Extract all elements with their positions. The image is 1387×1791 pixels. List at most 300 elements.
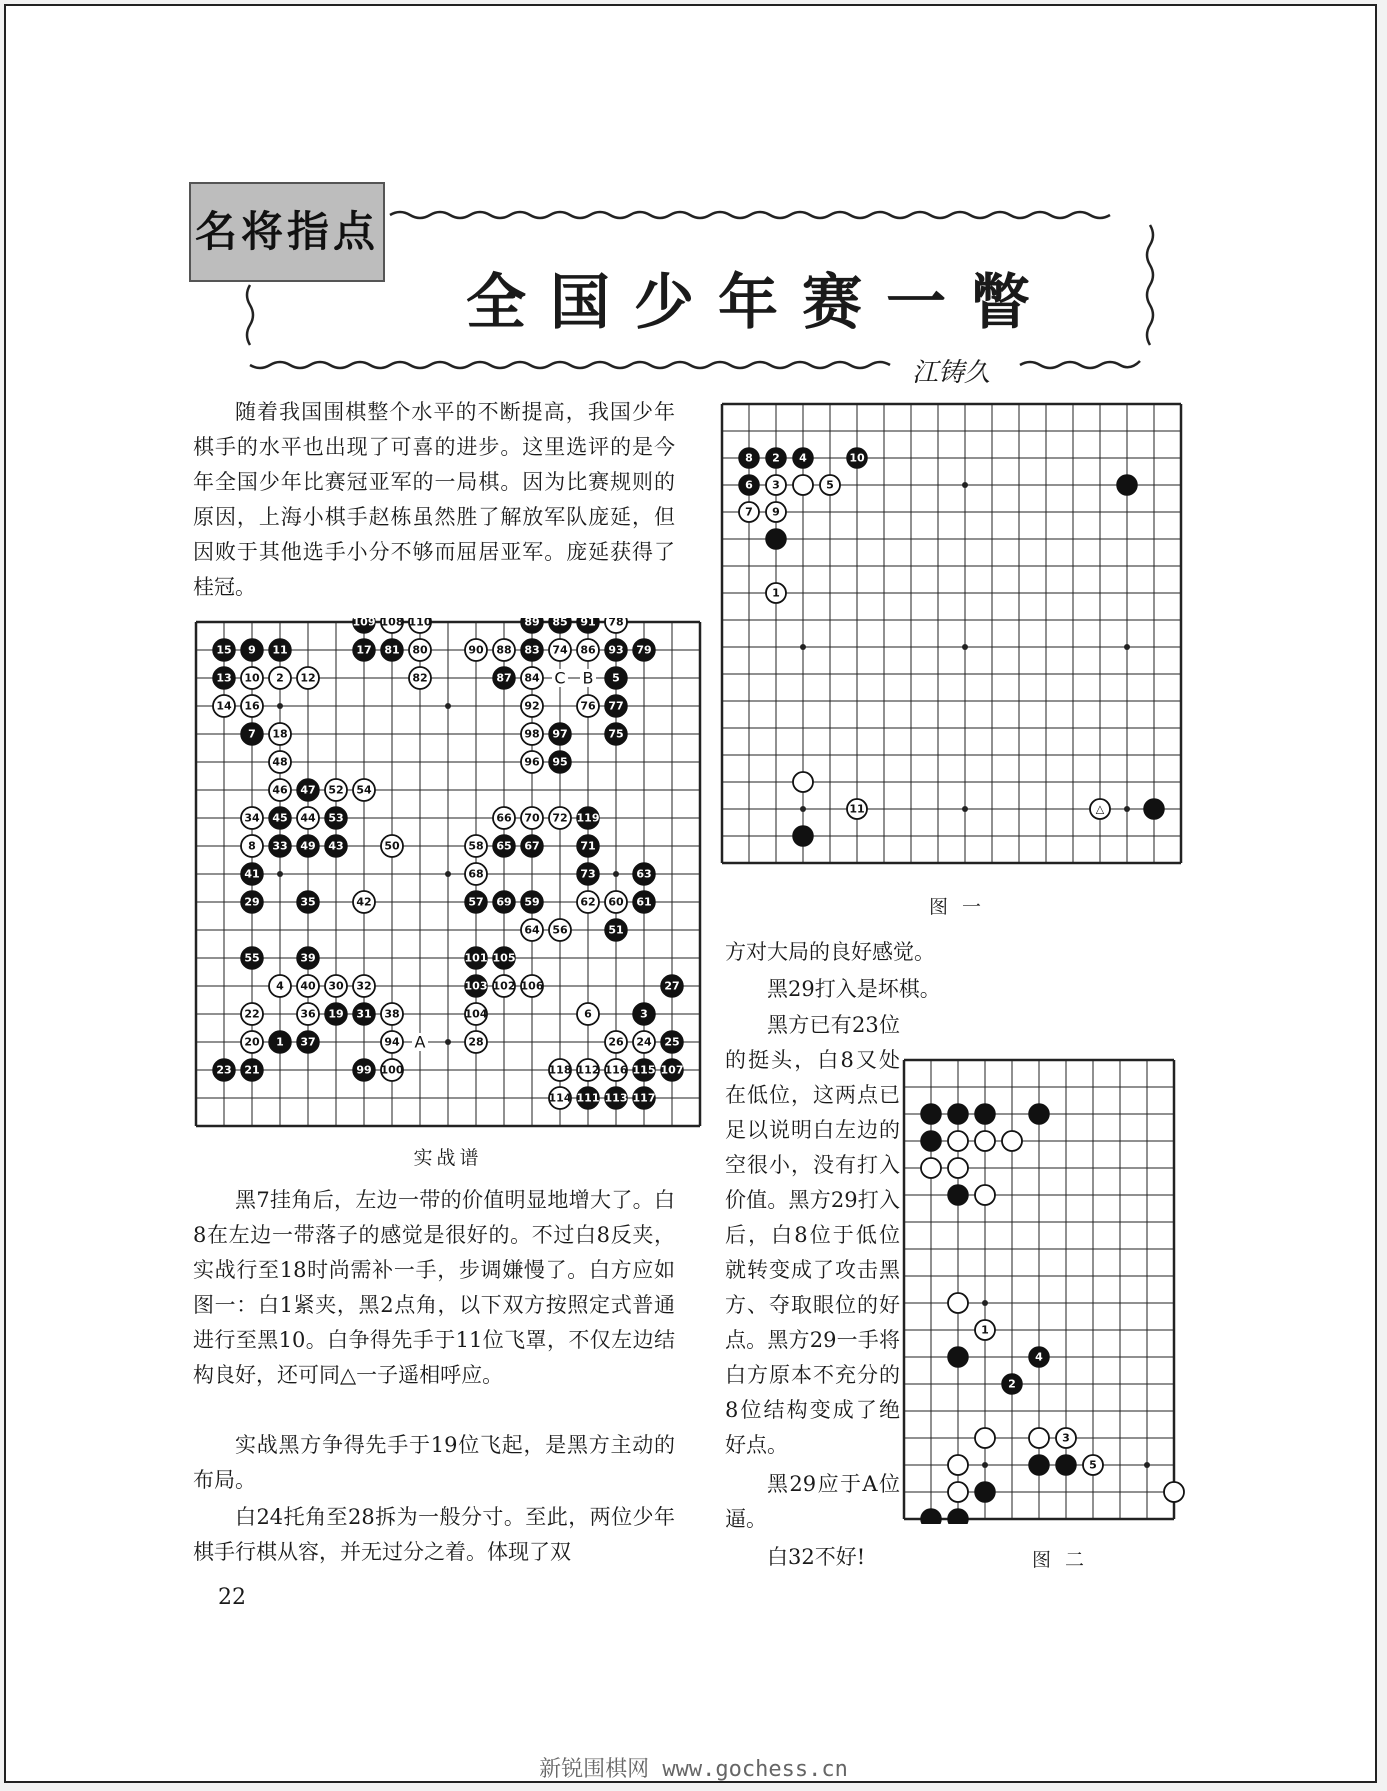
move-number: 9 [248,643,256,657]
white-stone [1056,1428,1076,1448]
white-stone [241,695,263,717]
move-number: 43 [328,839,344,853]
white-stone [381,618,404,633]
white-stone [297,667,319,689]
black-stone [921,1104,941,1124]
move-number: 91 [580,618,596,629]
move-number: 67 [524,839,540,853]
black-stone [325,1003,347,1025]
white-stone [549,1059,572,1081]
move-number: 103 [464,979,488,993]
white-stone [381,1059,404,1081]
move-number: 106 [520,979,544,993]
author-name: 江铸久 [912,358,991,388]
move-number: 4 [276,979,284,993]
move-number: 35 [300,895,316,909]
star-point [445,703,451,709]
white-stone [241,835,263,857]
move-number: 116 [604,1063,628,1077]
white-stone [297,1003,319,1025]
move-number: 6 [745,478,753,492]
black-stone [577,618,599,633]
black-stone [633,639,655,661]
black-stone [521,639,543,661]
black-stone [353,1003,375,1025]
move-number: 97 [552,727,568,741]
figure1-caption: 图 一 [928,896,986,918]
move-number: 47 [300,783,316,797]
black-stone [269,807,291,829]
white-stone [409,618,432,633]
white-stone [465,863,487,885]
black-stone [1056,1455,1076,1475]
black-stone [766,529,786,549]
move-number: 63 [636,867,652,881]
move-number: 3 [1062,1431,1070,1445]
move-number: 5 [826,478,834,492]
black-stone [1029,1347,1049,1367]
black-stone [605,1087,628,1109]
white-stone [325,779,347,801]
white-stone [493,807,515,829]
move-number: 6 [584,1007,592,1021]
black-stone [325,835,347,857]
move-number: 109 [352,618,376,629]
black-stone [353,1059,375,1081]
move-number: 76 [580,699,596,713]
black-stone [465,891,487,913]
move-number: 17 [356,643,372,657]
black-stone [1029,1104,1049,1124]
black-stone [577,807,600,829]
black-stone [793,826,813,846]
star-point [1124,644,1130,650]
black-stone [847,448,867,468]
white-stone [241,807,263,829]
move-number: 8 [745,451,753,465]
move-number: 71 [580,839,596,853]
black-stone [297,1031,319,1053]
column-badge: 名将指点 [189,182,385,282]
black-stone [297,947,319,969]
white-stone [948,1455,968,1475]
black-stone [241,1059,263,1081]
move-number: 7 [248,727,256,741]
move-number: 70 [524,811,540,825]
move-number: 55 [244,951,260,965]
white-stone [493,639,515,661]
black-stone [269,639,291,661]
move-number: 11 [849,802,865,816]
move-number: 2 [276,671,284,685]
move-number: 45 [272,811,288,825]
white-stone [521,751,543,773]
move-number: 100 [380,1063,404,1077]
move-number: 24 [636,1035,652,1049]
paragraph-move19: 实战黑方争得先手于19位飞起，是黑方主动的布局。 [193,1433,675,1492]
black-stone [605,667,627,689]
site-watermark: 新锐围棋网 www.gochess.cn [539,1757,848,1782]
move-number: 2 [1008,1377,1016,1391]
white-stone [241,1003,263,1025]
black-stone [241,891,263,913]
black-stone [241,723,263,745]
star-point [962,482,968,488]
white-stone [605,891,627,913]
move-number: 96 [524,755,540,769]
white-stone [766,475,786,495]
black-stone [353,618,376,633]
move-number: 66 [496,811,512,825]
board-point-label: C [554,668,566,688]
black-stone [577,863,599,885]
black-stone [793,448,813,468]
black-stone [269,1031,291,1053]
move-number: 13 [216,671,232,685]
black-stone [605,639,627,661]
black-stone [521,618,543,633]
white-stone [739,502,759,522]
move-number: 2 [772,451,780,465]
black-stone [661,1031,683,1053]
white-stone [1083,1455,1103,1475]
intro-paragraph: 随着我国围棋整个水平的不断提高，我国少年棋手的水平也出现了可喜的进步。这里选评的是今年全国少年比赛冠亚军的一局棋。因为比赛规则的原因，上海小棋手赵栋虽然胜了解放军队庞延，但因败于其他选手小分不够而屈居亚军。庞延获得了桂冠。 [193,400,675,599]
paragraph-move24: 白24托角至28拆为一般分寸。至此，两位少年棋手行棋从容，并无过分之着。体现了双 [193,1505,675,1564]
star-point [613,871,619,877]
white-stone [793,772,813,792]
white-stone [353,891,375,913]
black-stone [921,1509,941,1524]
black-stone [975,1104,995,1124]
white-stone [1002,1131,1022,1151]
white-stone [1090,799,1110,819]
move-number: 107 [660,1063,684,1077]
grid-lines [904,1060,1174,1519]
black-stone [493,667,515,689]
move-number: 11 [272,643,288,657]
black-stone [241,947,263,969]
move-number: 105 [492,951,516,965]
black-stone [493,891,515,913]
black-stone [739,448,759,468]
paragraph-analysis-text: 黑方已有23位的挺头，白8又处在低位，这两点已足以说明白左边的空很小，没有打入价值。黑方29打入后，白8位于低位就转变成了攻击黑方、夺取眼位的好点。黑方29一手将白方原本不充分的8位结构变成了绝好点。 [725,1013,900,1457]
white-stone [241,667,263,689]
star-point [962,806,968,812]
move-number: 54 [356,783,372,797]
move-number: 49 [300,839,316,853]
white-stone [465,1003,488,1025]
move-number: 53 [328,811,344,825]
paragraph-analysis [725,1008,900,1463]
white-stone [493,975,516,997]
paragraph-move32: 白32不好! [767,1545,866,1569]
move-number: 3 [772,478,780,492]
black-stone [948,1509,968,1524]
move-number: 65 [496,839,512,853]
black-stone [921,1131,941,1151]
move-number: 101 [464,951,488,965]
black-stone [465,947,488,969]
black-stone [661,1059,684,1081]
move-number: 68 [468,867,484,881]
black-stone [549,751,571,773]
black-stone [213,667,235,689]
white-stone [549,807,571,829]
black-stone [269,835,291,857]
page-number: 22 [218,1585,246,1610]
white-stone [269,751,291,773]
move-number: 5 [1089,1458,1097,1472]
move-number: 52 [328,783,344,797]
black-stone [297,835,319,857]
move-number: 15 [216,643,232,657]
move-number: 110 [408,618,432,629]
move-number: 14 [216,699,232,713]
star-point [1144,1462,1150,1468]
black-stone [605,723,627,745]
move-number: 115 [632,1063,656,1077]
white-stone [577,1059,600,1081]
white-stone [605,618,627,633]
white-stone [297,807,319,829]
move-number: 51 [608,923,624,937]
white-stone [269,779,291,801]
move-number: 42 [356,895,372,909]
black-stone [605,695,627,717]
white-stone [465,1031,487,1053]
white-stone [605,1059,628,1081]
black-stone [493,947,516,969]
move-number: 78 [608,618,624,629]
black-stone [213,639,235,661]
star-point [800,644,806,650]
star-point [982,1462,988,1468]
move-number: 50 [384,839,400,853]
white-stone [381,1003,403,1025]
white-stone [269,975,291,997]
black-stone [521,835,543,857]
black-stone [549,723,571,745]
black-stone [213,1059,235,1081]
move-number: 113 [604,1091,628,1105]
move-number: 104 [464,1007,488,1021]
move-number: 112 [576,1063,600,1077]
move-number: 95 [552,755,568,769]
star-point [800,806,806,812]
white-stone [409,667,431,689]
move-number: 60 [608,895,624,909]
move-number: 38 [384,1007,400,1021]
white-stone [793,475,813,495]
move-number: 8 [248,839,256,853]
move-number: 69 [496,895,512,909]
move-number: 119 [576,811,600,825]
move-number: 79 [636,643,652,657]
black-stone [241,863,263,885]
white-stone [381,835,403,857]
white-stone [577,1003,599,1025]
star-point [277,871,283,877]
white-stone [766,583,786,603]
move-number: 77 [608,699,624,713]
move-number: 34 [244,811,260,825]
paragraph-suggestion-A: 黑29应于A位逼。 [725,1472,900,1531]
black-stone [1144,799,1164,819]
move-number: 114 [548,1091,572,1105]
board-point-label: B [582,668,594,688]
move-number: 87 [496,671,512,685]
move-number: 80 [412,643,428,657]
white-stone [577,695,599,717]
white-stone [213,695,235,717]
move-number: 20 [244,1035,260,1049]
move-number: 64 [524,923,540,937]
move-number: 117 [632,1091,656,1105]
move-number: 4 [1035,1350,1043,1364]
move-number: 5 [612,671,620,685]
white-stone [820,475,840,495]
move-number: 93 [608,643,624,657]
star-point [445,1039,451,1045]
black-stone [1029,1455,1049,1475]
move-number: 74 [552,643,568,657]
star-point [1124,806,1130,812]
move-number: 18 [272,727,288,741]
move-number: 9 [772,505,780,519]
figure2-board [900,1056,1200,1524]
black-stone [633,1059,656,1081]
move-number: 41 [244,867,260,881]
white-stone [269,667,291,689]
white-stone [381,1031,403,1053]
white-stone [847,799,867,819]
white-stone [325,975,347,997]
white-stone [521,723,543,745]
white-stone [633,1031,655,1053]
move-number: 1 [772,586,780,600]
move-number: 46 [272,783,288,797]
black-stone [633,891,655,913]
move-number: 90 [468,643,484,657]
black-stone [1002,1374,1022,1394]
white-stone [521,695,543,717]
white-stone [353,975,375,997]
star-point [982,1300,988,1306]
black-stone [1117,475,1137,495]
move-number: 81 [384,643,400,657]
move-number: 89 [524,618,540,629]
white-stone [241,1031,263,1053]
white-stone [975,1185,995,1205]
white-stone [521,975,544,997]
white-stone [549,639,571,661]
black-stone [633,1087,656,1109]
move-number: 10 [244,671,260,685]
move-number: 1 [981,1323,989,1337]
game-record-board [192,618,704,1130]
figure1-board [718,400,1196,866]
white-stone [549,919,571,941]
star-point [962,644,968,650]
white-stone [521,667,543,689]
move-number: 22 [244,1007,260,1021]
white-stone [521,807,543,829]
black-stone [521,891,543,913]
move-number: 29 [244,895,260,909]
move-number: 108 [380,618,404,629]
black-stone [739,475,759,495]
white-stone [1164,1482,1184,1502]
black-stone [577,835,599,857]
move-number: 86 [580,643,596,657]
white-stone [353,779,375,801]
move-number: 62 [580,895,596,909]
black-stone [948,1104,968,1124]
move-number: 72 [552,811,568,825]
move-number: 56 [552,923,568,937]
move-number: 37 [300,1035,316,1049]
white-stone [521,919,543,941]
white-stone [1029,1428,1049,1448]
paragraph-move29: 黑29打入是坏棋。 [767,977,941,1001]
paragraph-move7: 黑7挂角后，左边一带的价值明显地增大了。白8在左边一带落子的感觉是很好的。不过白8反夹，实战行至18时尚需补一手，步调嫌慢了。白方应如图一：白1紧夹，黑2点角，以下双方按照定式普通进行至黑10。白争得先手于11位飞罩，不仅左边结构良好，还可同△一子遥相呼应。 [193,1188,675,1387]
paragraph-continuation: 方对大局的良好感觉。 [725,940,935,964]
move-number: 30 [328,979,344,993]
black-stone [493,835,515,857]
star-point [277,703,283,709]
white-stone [975,1320,995,1340]
move-number: 99 [356,1063,372,1077]
move-number: 111 [576,1091,600,1105]
move-number: 3 [640,1007,648,1021]
move-number: 118 [548,1063,572,1077]
move-number: 4 [799,451,807,465]
move-number: 57 [468,895,484,909]
move-number: 26 [608,1035,624,1049]
move-number: 23 [216,1063,232,1077]
black-stone [465,975,488,997]
black-stone [605,919,627,941]
white-stone [766,502,786,522]
move-number: 83 [524,643,540,657]
move-number: 59 [524,895,540,909]
black-stone [661,975,683,997]
black-stone [297,779,319,801]
black-stone [633,1003,655,1025]
black-stone [353,639,375,661]
move-number: 21 [244,1063,260,1077]
white-stone [465,639,487,661]
move-number: 31 [356,1007,372,1021]
white-stone [948,1482,968,1502]
black-stone [975,1482,995,1502]
move-number: 102 [492,979,516,993]
black-stone [381,639,403,661]
move-number: 7 [745,505,753,519]
move-number: 10 [849,451,865,465]
move-number: 75 [608,727,624,741]
move-number: 40 [300,979,316,993]
black-stone [549,618,571,633]
star-point [445,871,451,877]
move-number: 73 [580,867,596,881]
move-number: 16 [244,699,260,713]
move-number: △ [1095,802,1105,816]
black-stone [948,1347,968,1367]
white-stone [948,1131,968,1151]
move-number: 19 [328,1007,344,1021]
move-number: 98 [524,727,540,741]
